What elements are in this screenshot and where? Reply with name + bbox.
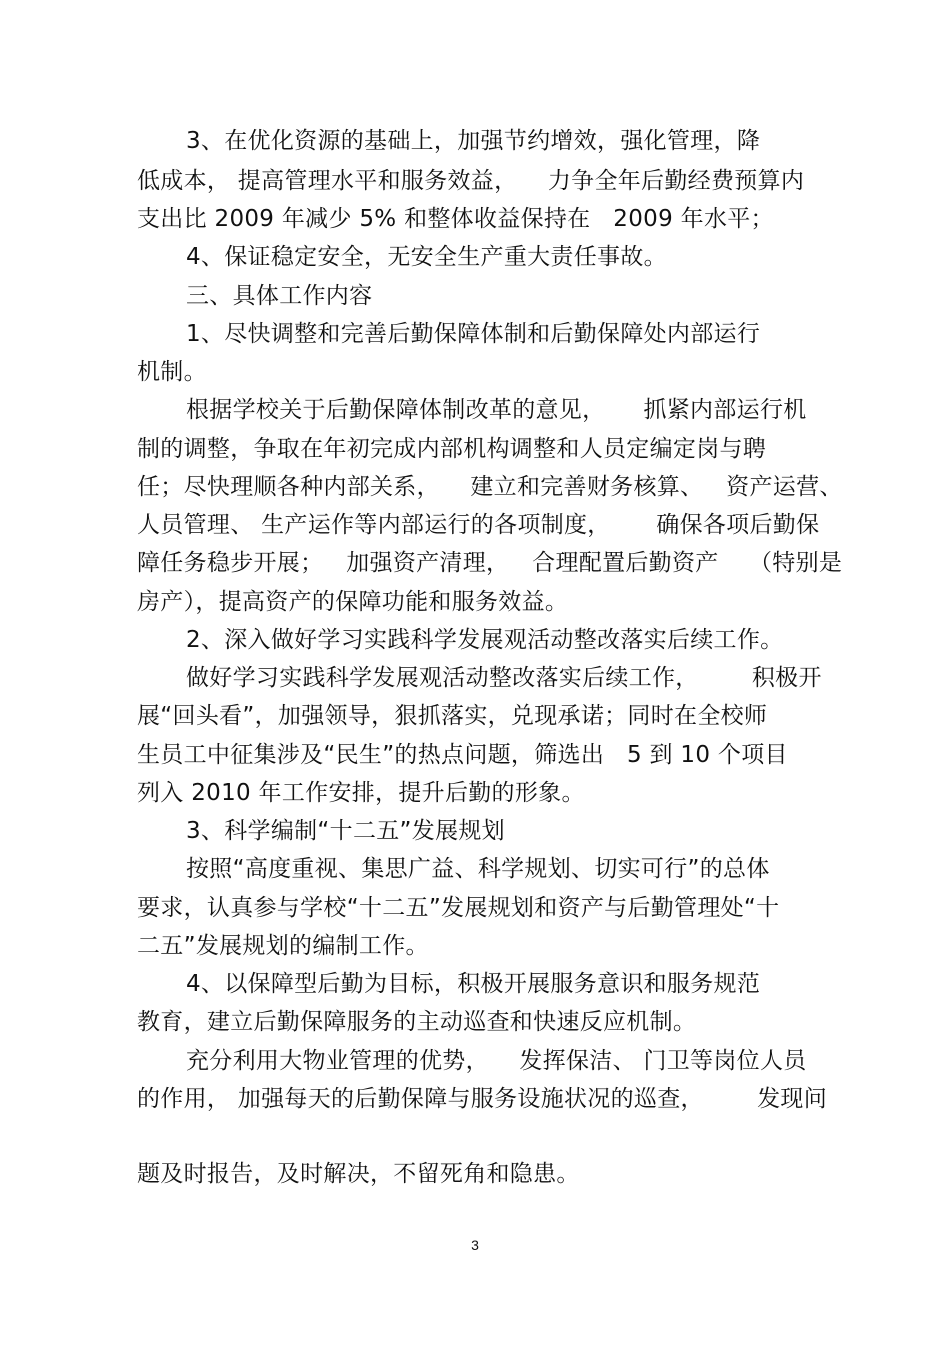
- text-line: 制的调整，争取在年初完成内部机构调整和人员定编定岗与聘: [137, 436, 767, 462]
- text-line: 按照“高度重视、集思广益、科学规划、切实可行”的总体: [186, 856, 770, 882]
- text-line: 根据学校关于后勤保障体制改革的意见， 抓紧内部运行机: [186, 397, 807, 423]
- text-line: 3、在优化资源的基础上，加强节约增效，强化管理，降: [186, 128, 761, 154]
- text-line: 1、尽快调整和完善后勤保障体制和后勤保障处内部运行: [186, 321, 761, 347]
- text-line: 展“回头看”，加强领导，狠抓落实，兑现承诺；同时在全校师: [137, 703, 768, 729]
- page-number: 3: [471, 1237, 479, 1253]
- section-heading: 三、具体工作内容: [186, 283, 373, 309]
- text-line: 4、保证稳定安全，无安全生产重大责任事故。: [186, 244, 667, 270]
- text-line: 2、深入做好学习实践科学发展观活动整改落实后续工作。: [186, 627, 784, 653]
- text-line: 的作用， 加强每天的后勤保障与服务设施状况的巡查， 发现问: [137, 1086, 827, 1112]
- text-line: 要求，认真参与学校“十二五”发展规划和资产与后勤管理处“十: [137, 895, 780, 921]
- text-line: 二五”发展规划的编制工作。: [137, 933, 429, 959]
- text-line: 做好学习实践科学发展观活动整改落实后续工作， 积极开: [186, 665, 822, 691]
- text-line: 教育，建立后勤保障服务的主动巡查和快速反应机制。: [137, 1009, 697, 1035]
- text-line: 房产），提高资产的保障功能和服务效益。: [137, 589, 569, 615]
- text-line: 4、以保障型后勤为目标，积极开展服务意识和服务规范: [186, 971, 761, 997]
- text-line: 充分利用大物业管理的优势， 发挥保洁、 门卫等岗位人员: [186, 1048, 807, 1074]
- text-line: 障任务稳步开展； 加强资产清理， 合理配置后勤资产 （特别是: [137, 550, 843, 576]
- text-line: 生员工中征集涉及“民生”的热点问题，筛选出 5 到 10 个项目: [137, 742, 788, 768]
- text-line: 题及时报告，及时解决，不留死角和隐患。: [137, 1161, 580, 1187]
- text-line: 列入 2010 年工作安排，提升后勤的形象。: [137, 780, 585, 806]
- text-line: 任；尽快理顺各种内部关系， 建立和完善财务核算、 资产运营、: [137, 474, 843, 500]
- text-line: 支出比 2009 年减少 5% 和整体收益保持在 2009 年水平；: [137, 206, 774, 232]
- text-line: 人员管理、 生产运作等内部运行的各项制度， 确保各项后勤保: [137, 512, 820, 538]
- text-line: 低成本， 提高管理水平和服务效益， 力争全年后勤经费预算内: [137, 168, 805, 194]
- text-line: 机制。: [137, 359, 207, 385]
- text-line: 3、科学编制“十二五”发展规划: [186, 818, 505, 844]
